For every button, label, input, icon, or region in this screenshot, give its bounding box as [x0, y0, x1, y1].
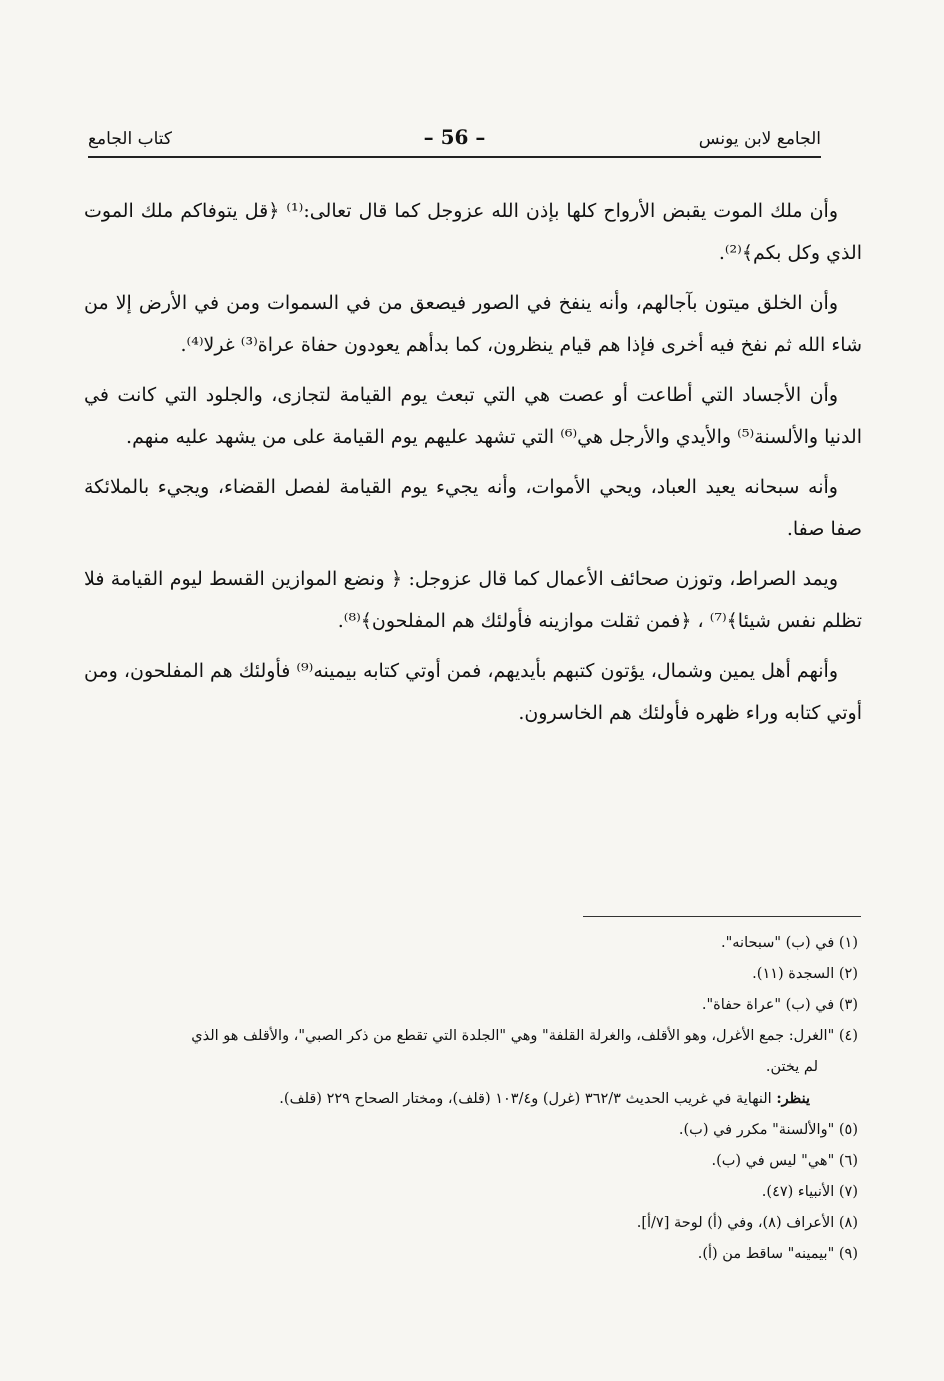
footnote-number: (٤) — [838, 1028, 858, 1044]
footnote-number: (٢) — [838, 966, 858, 982]
footnote-number: (١) — [838, 935, 858, 951]
header-rule — [88, 156, 821, 158]
footnote-text: السجدة (١١). — [752, 966, 835, 982]
paragraph: ويمد الصراط، وتوزن صحائف الأعمال كما قال عزوجل: ﴿ ونضع الموازين القسط ليوم القيامة فلا تظلم نفس شيئا﴾⁽⁷⁾ ، ﴿فمن ثقلت موازينه فأولئك هم المفلحون﴾⁽⁸⁾. — [84, 568, 862, 632]
footnote-text: الأعراف (٨)، وفي (أ) لوحة [٧/أ]. — [636, 1215, 835, 1231]
paragraph: وأن ملك الموت يقبض الأرواح كلها بإذن الله عزوجل كما قال تعالى:⁽¹⁾ ﴿قل يتوفاكم ملك الموت الذي وكل بكم﴾⁽²⁾. — [84, 200, 862, 264]
footnote-text: في (ب) "سبحانه". — [720, 935, 835, 951]
footnote-number: (٧) — [838, 1184, 858, 1200]
footnote — [88, 928, 862, 959]
footnote-text: "والألسنة" مكرر في (ب). — [678, 1122, 835, 1138]
footnote-number: (٩) — [838, 1246, 858, 1262]
paragraph: وأن الأجساد التي أطاعت أو عصت هي التي تبعث يوم القيامة لتجازى، والجلود التي كانت في الدنيا والألسنة⁽⁵⁾ والأيدي والأرجل هي⁽⁶⁾ التي تشهد عليهم يوم القيامة على من يشهد عليه منهم. — [84, 384, 862, 448]
paragraph: وأنه سبحانه يعيد العباد، ويحي الأموات، وأنه يجيء يوم القيامة لفصل القضاء، ويجيء بالملائكة صفا صفا. — [84, 476, 862, 540]
footnote — [88, 990, 862, 1021]
footnote-text: "بيمينه" ساقط من (أ). — [697, 1246, 835, 1262]
footnote — [88, 959, 862, 990]
paragraph: وأن الخلق ميتون بآجالهم، وأنه ينفخ في الصور فيصعق من في السموات ومن في الأرض إلا من شاء الله ثم نفخ فيه أخرى فإذا هم قيام ينظرون، كما بدأهم يعودون حفاة عراة⁽³⁾ غرلا⁽⁴⁾. — [84, 292, 862, 356]
footnote-source — [88, 1083, 862, 1115]
footnote-text: في (ب) "عراة حفاة". — [701, 997, 835, 1013]
footnote — [88, 1021, 862, 1083]
footnote-source-label: ينظر: — [776, 1090, 810, 1107]
footnote — [88, 1177, 862, 1208]
book-title: الجامع لابن يونس — [698, 129, 821, 149]
paragraph: وأنهم أهل يمين وشمال، يؤتون كتبهم بأيديهم، فمن أوتي كتابه بيمينه⁽⁹⁾ فأولئك هم المفلحون، ومن أوتي كتابه وراء ظهره فأولئك هم الخاسرون. — [84, 660, 862, 724]
footnote-number: (٦) — [838, 1153, 858, 1169]
footnote — [88, 1146, 862, 1177]
footnote-continuation: لم يختن. — [765, 1059, 818, 1075]
footnote-number: (٥) — [838, 1122, 858, 1138]
footnotes — [88, 928, 862, 1270]
footnote — [88, 1115, 862, 1146]
running-header — [88, 125, 821, 155]
page-number: – 56 – — [423, 125, 486, 149]
footnote-rule — [583, 916, 861, 917]
main-text — [84, 190, 862, 742]
footnote-text: "هي" ليس في (ب). — [711, 1153, 835, 1169]
chapter-title: كتاب الجامع — [88, 129, 173, 149]
footnote-source-text: النهاية في غريب الحديث ٣٦٢/٣ (غرل) و١٠٣/٤ (قلف)، ومختار الصحاح ٢٢٩ (قلف). — [279, 1091, 777, 1107]
footnote — [88, 1239, 862, 1270]
footnote — [88, 1208, 862, 1239]
footnote-text: الأنبياء (٤٧). — [761, 1184, 835, 1200]
footnote-number: (٣) — [838, 997, 858, 1013]
footnote-number: (٨) — [838, 1215, 858, 1231]
footnote-text: "الغرل: جمع الأغرل، وهو الأقلف، والغرلة القلفة" وهي "الجلدة التي تقطع من ذكر الصبي"، والأقلف هو الذي — [191, 1028, 835, 1044]
